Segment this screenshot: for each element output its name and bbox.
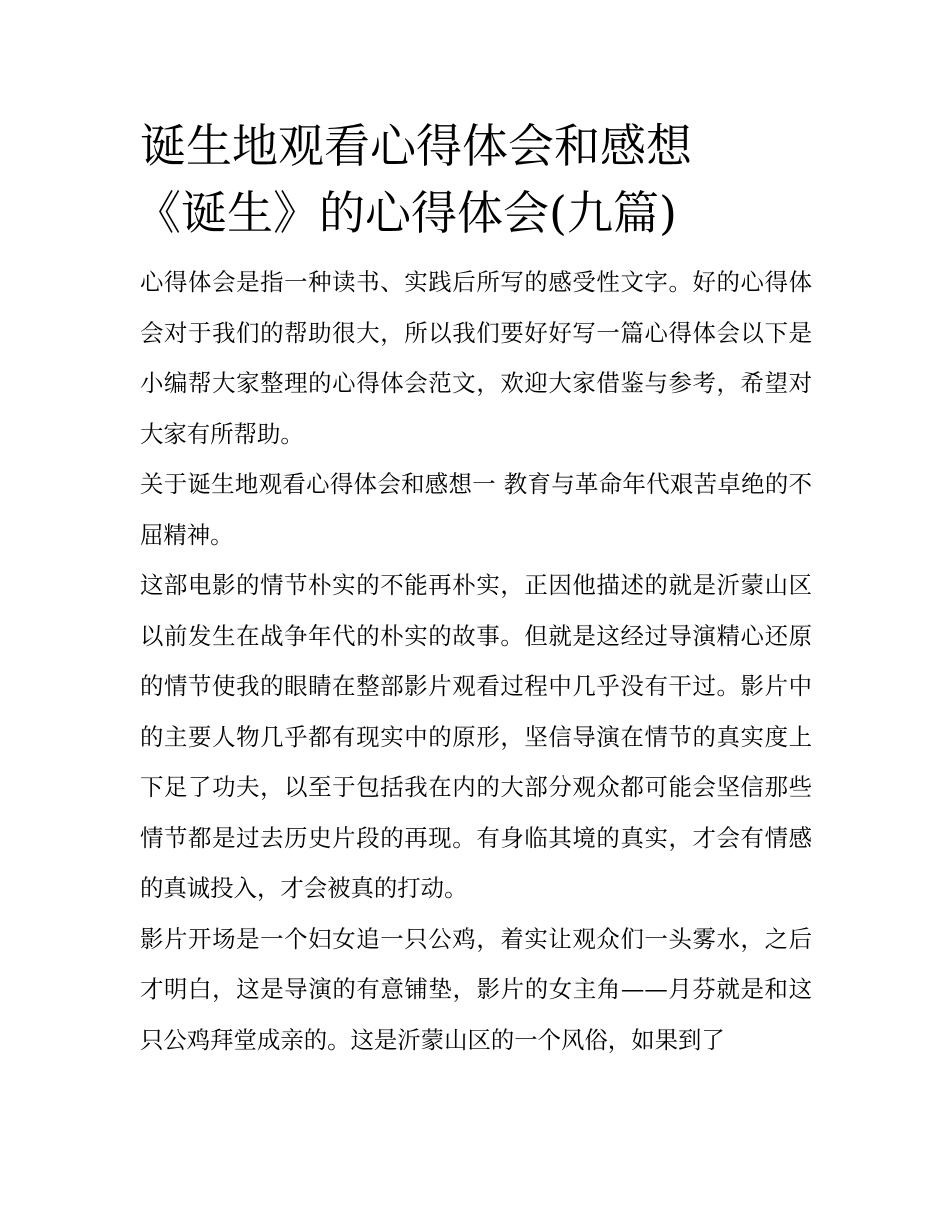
- paragraph-film-plot: 这部电影的情节朴实的不能再朴实，正因他描述的就是沂蒙山区以前发生在战争年代的朴实的故事。但就是这经过导演精心还原的情节使我的眼睛在整部影片观看过程中几乎没有干过。影片中的主要人物几乎都有现实中的原形，坚信导演在情节的真实度上下足了功夫，以至于包括我在内的大部分观众都可能会坚信那些情节都是过去历史片段的再现。有身临其境的真实，才会有情感的真诚投入，才会被真的打动。: [140, 571, 812, 902]
- document-title: [135, 113, 812, 247]
- document-content: [135, 113, 812, 1065]
- paragraph-section-heading: 关于诞生地观看心得体会和感想一 教育与革命年代艰苦卓绝的不屈精神。: [140, 470, 812, 549]
- title-line-1: 诞生地观看心得体会和感想: [140, 119, 692, 173]
- title-line-2: 《诞生》的心得体会(九篇): [135, 186, 677, 240]
- paragraph-opening-scene: 影片开场是一个妇女追一只公鸡，着实让观众们一头雾水，之后才明白，这是导演的有意铺垫，影片的女主角——月芬就是和这只公鸡拜堂成亲的。这是沂蒙山区的一个风俗，如果到了: [140, 924, 812, 1054]
- document-body: [140, 257, 812, 1065]
- paragraph-intro: 心得体会是指一种读书、实践后所写的感受性文字。好的心得体会对于我们的帮助很大，所以我们要好好写一篇心得体会以下是小编帮大家整理的心得体会范文，欢迎大家借鉴与参考，希望对大家有所帮助。: [140, 268, 812, 448]
